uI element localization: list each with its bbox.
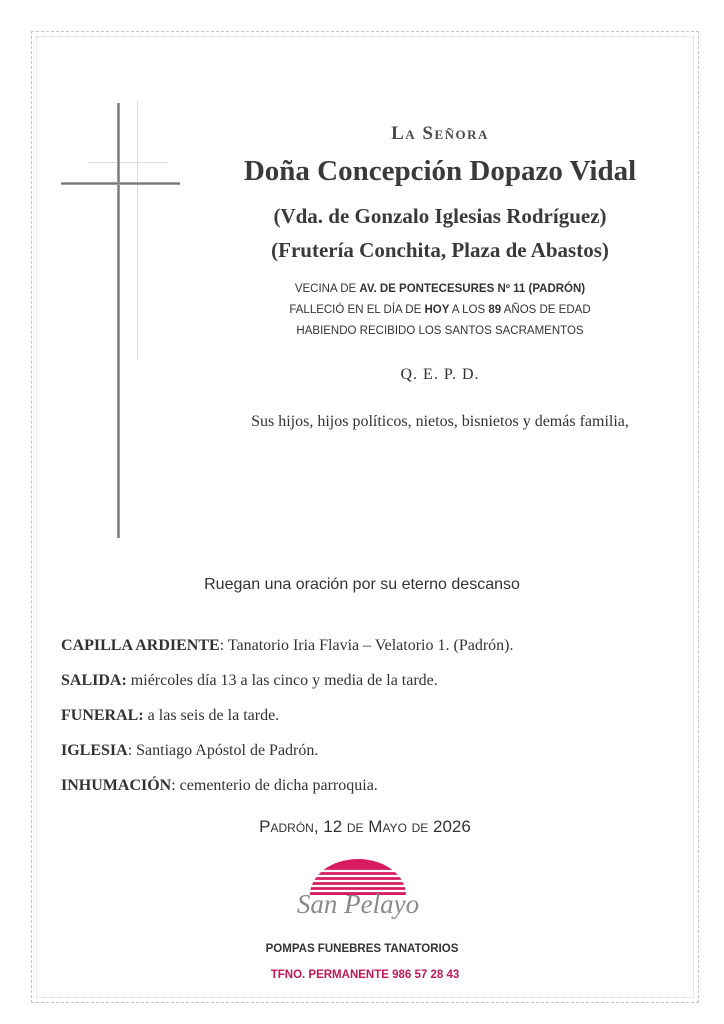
detail-funeral: FUNERAL: a las seis de la tarde. bbox=[61, 707, 280, 724]
logo-text: San Pelayo bbox=[296, 889, 420, 919]
deceased-name: Doña Concepción Dopazo Vidal bbox=[243, 155, 637, 187]
san-pelayo-logo bbox=[288, 855, 428, 940]
detail-capilla: CAPILLA ARDIENTE: Tanatorio Iria Flavia – Velatorio 1. (Padrón). bbox=[61, 637, 514, 654]
date-line: Padrón, 12 de Mayo de 2026 bbox=[259, 817, 471, 836]
death-line: FALLECIÓ EN EL DÍA DE HOY A LOS 89 AÑOS DE EDAD bbox=[289, 304, 591, 316]
detail-inhumacion: INHUMACIÓN: cementerio de dicha parroquia. bbox=[61, 777, 378, 794]
service-details bbox=[61, 637, 513, 812]
phone-line: TFNO. PERMANENTE 986 57 28 43 bbox=[270, 969, 460, 981]
widow-note: (Vda. de Gonzalo Iglesias Rodríguez) bbox=[273, 204, 607, 228]
residence-line: VECINA DE AV. DE PONTECESURES Nº 11 (PADRÓN) bbox=[294, 283, 586, 295]
prayer-request: Ruegan una oración por su eterno descanso bbox=[204, 576, 520, 593]
detail-iglesia: IGLESIA: Santiago Apóstol de Padrón. bbox=[61, 742, 319, 759]
family-text: Sus hijos, hijos políticos, nietos, bisnietos y demás familia, bbox=[251, 413, 629, 430]
title-prefix: La Señora bbox=[391, 123, 489, 144]
qepd: Q. E. P. D. bbox=[400, 366, 480, 383]
company-name: POMPAS FUNEBRES TANATORIOS bbox=[265, 943, 459, 955]
sacraments-line: HABIENDO RECIBIDO LOS SANTOS SACRAMENTOS bbox=[296, 325, 584, 337]
business-note: (Frutería Conchita, Plaza de Abastos) bbox=[271, 238, 609, 262]
detail-salida: SALIDA: miércoles día 13 a las cinco y media de la tarde. bbox=[61, 672, 438, 689]
